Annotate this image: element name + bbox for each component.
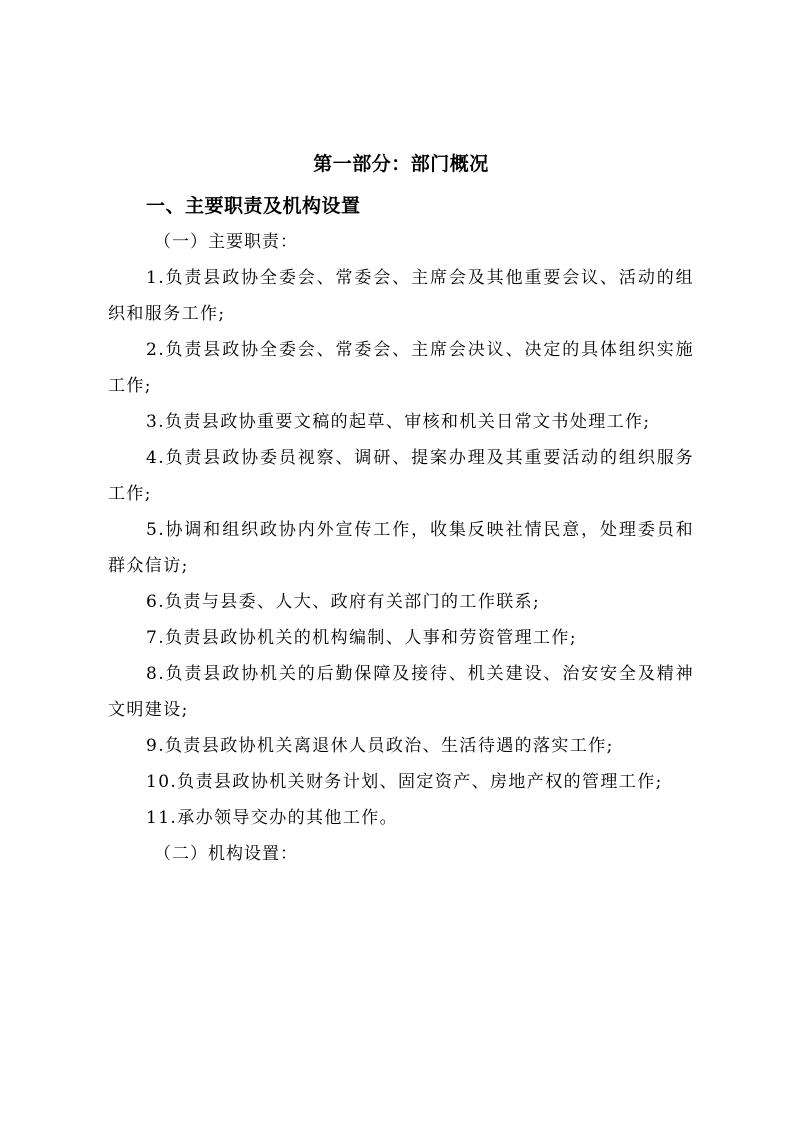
duties-list — [108, 260, 694, 836]
duty-item-4: 4.负责县政协委员视察、调研、提案办理及其重要活动的组织服务工作; — [108, 448, 694, 504]
duty-item-11: 11.承办领导交办的其他工作。 — [146, 808, 399, 828]
duty-item-1: 1.负责县政协全委会、常委会、主席会及其他重要会议、活动的组织和服务工作; — [108, 268, 694, 324]
duty-item-10: 10.负责县政协机关财务计划、固定资产、房地产权的管理工作; — [146, 772, 663, 792]
part-title: 第一部分：部门概况 — [313, 153, 489, 175]
duties-heading: （一）主要职责： — [154, 232, 298, 252]
duty-item-5: 5.协调和组织政协内外宣传工作，收集反映社情民意，处理委员和群众信访; — [108, 520, 694, 576]
duty-item-3: 3.负责县政协重要文稿的起草、审核和机关日常文书处理工作; — [146, 412, 651, 432]
section-heading: 一、主要职责及机构设置 — [146, 195, 361, 217]
duty-item-9: 9.负责县政协机关离退休人员政治、生活待遇的落实工作; — [146, 736, 614, 756]
duty-item-6: 6.负责与县委、人大、政府有关部门的工作联系; — [146, 592, 541, 612]
duty-item-7: 7.负责县政协机关的机构编制、人事和劳资管理工作; — [146, 628, 577, 648]
document-content — [108, 146, 694, 872]
duty-item-8: 8.负责县政协机关的后勤保障及接待、机关建设、治安安全及精神文明建设; — [108, 664, 694, 720]
org-heading: （二）机构设置： — [154, 844, 298, 864]
duty-item-2: 2.负责县政协全委会、常委会、主席会决议、决定的具体组织实施工作; — [108, 340, 694, 396]
